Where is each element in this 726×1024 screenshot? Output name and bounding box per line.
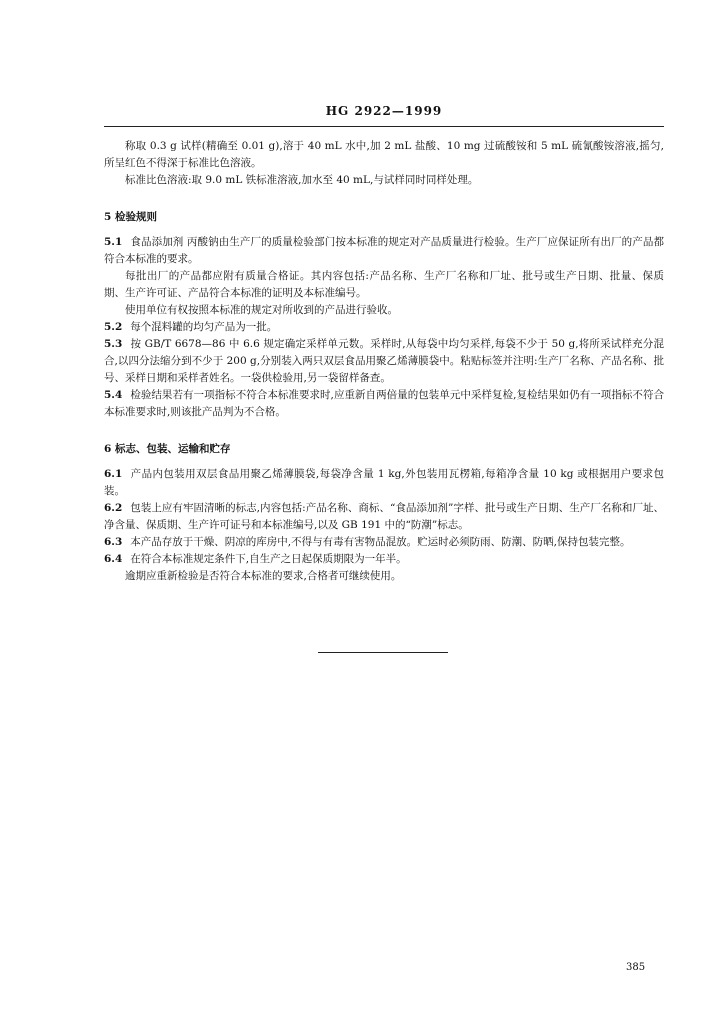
clause-5-2 [104, 319, 664, 336]
clause-number: 6.1 [104, 468, 123, 480]
clause-number: 6.3 [104, 536, 123, 548]
header-rule [104, 126, 664, 127]
clause-text: 按 GB/T 6678—86 中 6.6 规定确定采样单元数。采样时,从每袋中均匀采样,每袋不少于 50 g,将所采试样充分混合,以四分法缩分到不少于 200 g,分别装入两只双层食品用聚乙烯薄膜袋中。粘贴标签并注明:生产厂名称、产品名称、批号、采样日期和采样者姓名。一袋供检验用,另一袋留样备查。 [104, 338, 664, 384]
spacer [104, 421, 664, 431]
clause-text: 食品添加剂 丙酸钠由生产厂的质量检验部门按本标准的规定对产品质量进行检验。生产厂应保证所有出厂的产品都符合本标准的要求。 [104, 236, 664, 265]
page-number: 385 [626, 962, 646, 973]
clause-6-4 [104, 551, 664, 568]
clause-number: 6.4 [104, 553, 123, 565]
intro-paragraph: 称取 0.3 g 试样(精确至 0.01 g),溶于 40 mL 水中,加 2 mL 盐酸、10 mg 过硫酸铵和 5 mL 硫氰酸铵溶液,摇匀,所呈红色不得深于标准比色溶液。 [104, 140, 664, 169]
clause-5-3 [104, 336, 664, 387]
clause-6-1 [104, 466, 664, 500]
clause-number: 5.2 [104, 321, 123, 333]
clause-text: 本产品存放于干燥、阴凉的库房中,不得与有毒有害物品混放。贮运时必须防雨、防潮、防晒,保持包装完整。 [130, 536, 631, 548]
end-rule [318, 652, 448, 653]
clause-5-1-para: 使用单位有权按照本标准的规定对所收到的产品进行验收。 [125, 304, 398, 316]
clause-text: 检验结果若有一项指标不符合本标准要求时,应重新自两倍量的包装单元中采样复检,复检结果如仍有一项指标不符合本标准要求时,则该批产品判为不合格。 [104, 389, 664, 418]
clause-text: 每个混料罐的均匀产品为一批。 [130, 321, 278, 333]
section-5-title: 5 检验规则 [104, 211, 157, 223]
clause-number: 5.1 [104, 236, 123, 248]
standard-header: HG 2922—1999 [325, 104, 443, 118]
spacer [104, 189, 664, 199]
clause-6-4-para: 逾期应重新检验是否符合本标准的要求,合格者可继续使用。 [125, 570, 402, 582]
clause-number: 5.3 [104, 338, 123, 350]
clause-5-1-para: 每批出厂的产品都应附有质量合格证。其内容包括:产品名称、生产厂名称和厂址、批号或生产日期、批量、保质期、生产许可证、产品符合本标准的证明及本标准编号。 [104, 270, 664, 299]
clause-5-1 [104, 234, 664, 268]
clause-number: 5.4 [104, 389, 123, 401]
intro-paragraph: 标准比色溶液:取 9.0 mL 铁标准溶液,加水至 40 mL,与试样同时同样处理。 [125, 174, 479, 186]
clause-text: 在符合本标准规定条件下,自生产之日起保质期限为一年半。 [130, 553, 407, 565]
clause-number: 6.2 [104, 502, 123, 514]
clause-text: 产品内包装用双层食品用聚乙烯薄膜袋,每袋净含量 1 kg,外包装用瓦楞箱,每箱净含量 10 kg 或根据用户要求包装。 [104, 468, 664, 497]
document-body [104, 138, 664, 585]
clause-text: 包装上应有牢固清晰的标志,内容包括:产品名称、商标、“食品添加剂”字样、批号或生产日期、生产厂名称和厂址、净含量、保质期、生产许可证号和本标准编号,以及 GB 191 中的“防潮”标志。 [104, 502, 664, 531]
clause-5-4 [104, 387, 664, 421]
clause-6-3 [104, 534, 664, 551]
clause-6-2 [104, 500, 664, 534]
section-6-title: 6 标志、包装、运输和贮存 [104, 443, 231, 455]
